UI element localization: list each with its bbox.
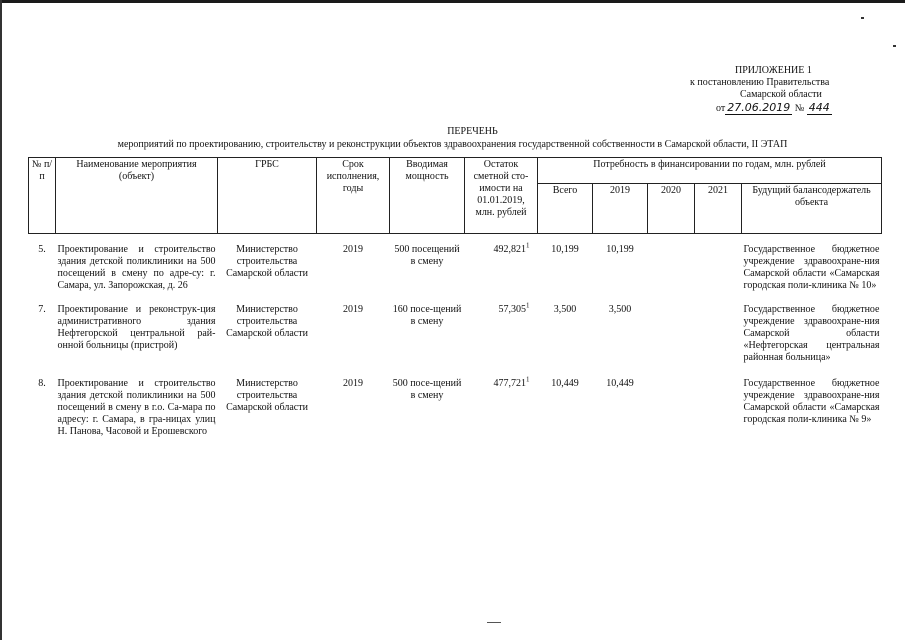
row-capacity: 160 посе-щений в смену — [392, 303, 462, 327]
header-total: Всего — [538, 184, 593, 234]
row-term: 2019 — [343, 377, 363, 389]
handwritten-date: 27.06.2019 — [727, 101, 791, 114]
scan-speck — [893, 45, 896, 47]
scan-speck — [487, 622, 501, 623]
row-remainder — [465, 301, 538, 378]
appendix-resolution: к постановлению Правительства — [690, 77, 830, 88]
date-prefix: от — [716, 103, 726, 114]
row-2021 — [695, 304, 742, 378]
header-grbs: ГРБС — [218, 158, 317, 234]
row-2019: 3,500 — [608, 303, 632, 315]
row-remainder — [465, 241, 538, 304]
row-2021 — [695, 244, 742, 304]
row-name: Проектирование и реконструк-ция административного здания Нефтегорской центральной рай-онной больницы (пристрой) — [57, 303, 216, 351]
number-prefix: № — [794, 103, 805, 114]
row-name: Проектирование и строительство здания детской поликлиники на 500 посещений в смену в г.о. Са-мара по адресу: г. Самара, в гра-ницах улиц Н. Панова, Часовой и Ерошевского — [57, 377, 216, 437]
document-subtitle: мероприятий по проектированию, строительству и реконструкции объектов здравоохранения государственной собственности в Самарской области, II ЭТАП — [117, 139, 788, 150]
appendix-region: Самарской области — [740, 89, 822, 100]
header-num: № п/п — [29, 158, 56, 234]
footnote-mark: 1 — [526, 241, 530, 250]
row-total: 3,500 — [553, 303, 577, 315]
scan-speck — [861, 17, 864, 19]
header-2020: 2020 — [648, 184, 695, 234]
row-term: 2019 — [343, 303, 363, 315]
header-2021: 2021 — [695, 184, 742, 234]
handwritten-number: 444 — [808, 101, 830, 114]
remainder-value: 477,721 — [493, 377, 526, 389]
row-2020 — [648, 378, 695, 450]
row-2020 — [648, 304, 695, 378]
table-row — [29, 304, 882, 378]
header-name: Наименование мероприятия (объект) — [56, 158, 218, 234]
row-capacity: 500 посещений в смену — [394, 243, 460, 267]
table-row — [29, 378, 882, 450]
row-grbs: Министерство строительства Самарской области — [226, 303, 308, 339]
row-num: 8. — [38, 377, 46, 389]
header-term: Срок исполнения, годы — [317, 158, 390, 234]
header-holder: Будущий балансодержатель объекта — [742, 184, 882, 234]
row-total: 10,449 — [551, 377, 579, 389]
document-title: ПЕРЕЧЕНЬ — [447, 126, 498, 137]
row-term: 2019 — [343, 243, 363, 255]
row-grbs: Министерство строительства Самарской области — [226, 243, 308, 279]
row-name: Проектирование и строительство здания детской поликлиники на 500 посещений в смену по адре-су: г. Самара, ул. Запорожская, д. 26 — [57, 243, 216, 291]
header-financing-need: Потребность в финансировании по годам, млн. рублей — [538, 158, 882, 184]
header-capacity: Вводимая мощность — [390, 158, 465, 234]
header-2019: 2019 — [593, 184, 648, 234]
row-2020 — [648, 244, 695, 304]
scan-top-border — [0, 0, 905, 3]
row-2019: 10,199 — [606, 243, 634, 255]
table-row — [29, 244, 882, 304]
row-total: 10,199 — [551, 243, 579, 255]
footnote-mark: 1 — [526, 301, 530, 310]
row-num: 7. — [38, 303, 46, 315]
appendix-date-line — [690, 102, 905, 115]
row-2019: 10,449 — [606, 377, 634, 389]
remainder-value: 57,305 — [498, 303, 526, 315]
row-num: 5. — [38, 243, 46, 255]
appendix-stamp — [690, 65, 905, 115]
header-remainder: Остаток сметной сто-имости на 01.01.2019, млн. рублей — [465, 158, 538, 234]
row-2021 — [695, 378, 742, 450]
row-capacity: 500 посе-щений в смену — [392, 377, 462, 401]
footnote-mark: 1 — [526, 375, 530, 384]
scan-left-border — [0, 0, 2, 640]
row-grbs: Министерство строительства Самарской области — [226, 377, 308, 413]
measures-table — [28, 157, 882, 450]
row-holder: Государственное бюджетное учреждение здравоохране-ния Самарской области «Самарская городская поли-клиника № 9» — [743, 377, 880, 425]
row-holder: Государственное бюджетное учреждение здравоохране-ния Самарской области «Самарская городская поли-клиника № 10» — [743, 243, 880, 291]
remainder-value: 492,821 — [493, 243, 526, 255]
row-remainder — [465, 375, 538, 450]
row-holder: Государственное бюджетное учреждение здравоохране-ния Самарской области «Нефтегорская центральная районная больница» — [743, 303, 880, 363]
appendix-heading: ПРИЛОЖЕНИЕ 1 — [735, 65, 812, 76]
